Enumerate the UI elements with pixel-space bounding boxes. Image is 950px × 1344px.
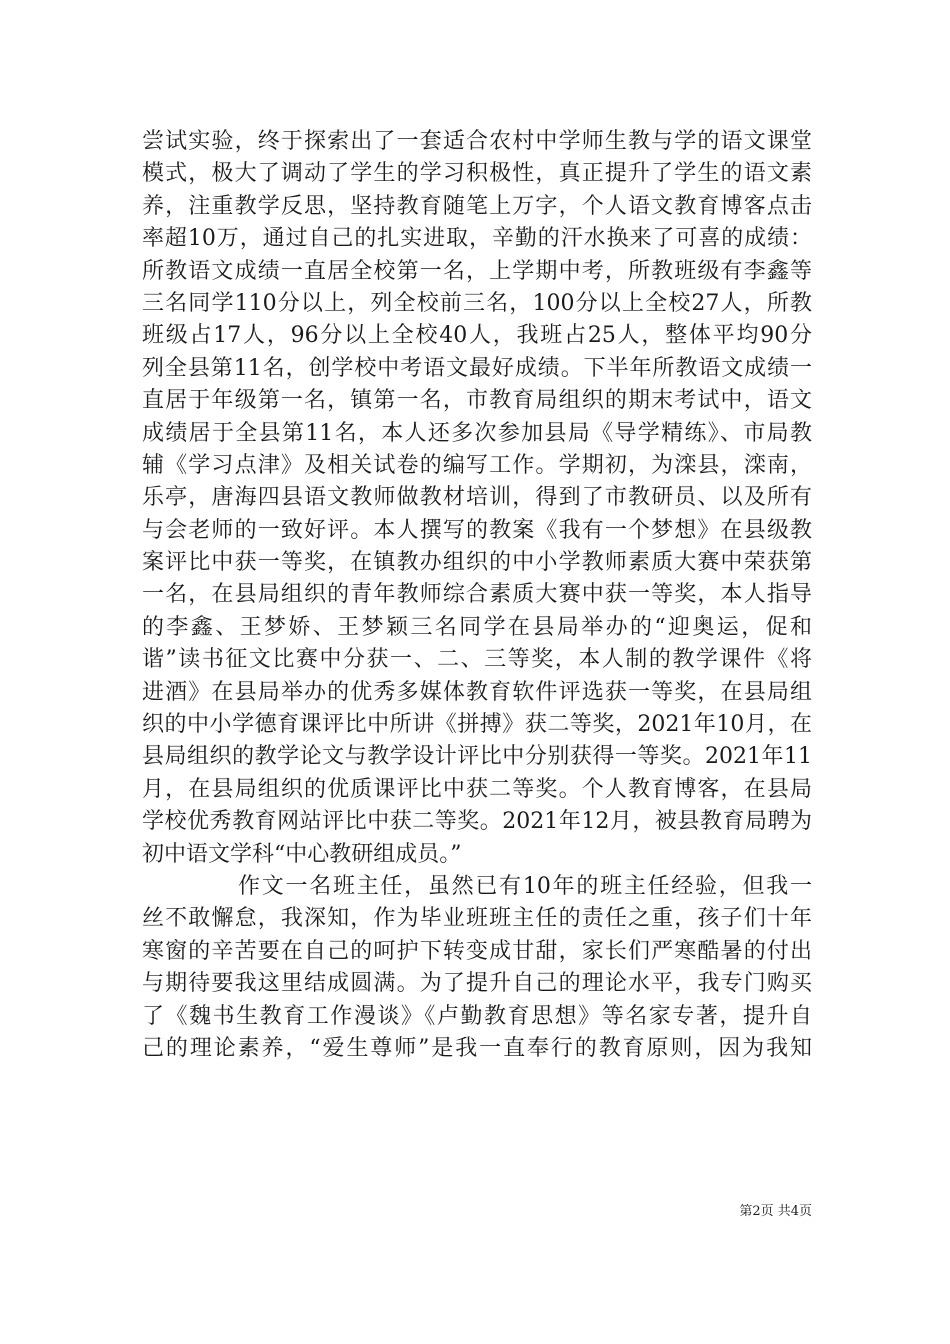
text-line: 了《魏书生教育工作漫谈》《卢勤教育思想》等名家专著，提升自 — [142, 1003, 812, 1029]
text-line: 与会老师的一致好评。本人撰写的教案《我有一个梦想》在县级教 — [142, 517, 812, 543]
text-line: 谐”读书征文比赛中分获一、二、三等奖，本人制的教学课件《将 — [142, 647, 812, 673]
text-line: 寒窗的辛苦要在自己的呵护下转变成甘甜，家长们严寒酷暑的付出 — [142, 938, 812, 964]
text-line: 的李鑫、王梦娇、王梦颖三名同学在县局举办的“迎奥运，促和 — [142, 614, 812, 640]
text-line: 己的理论素养，“爱生尊师”是我一直奉行的教育原则，因为我知 — [142, 1035, 812, 1061]
text-line: 初中语文学科“中心教研组成员。” — [142, 841, 462, 867]
text-line: 乐亭，唐海四县语文教师做教材培训，得到了市教研员、以及所有 — [142, 485, 812, 511]
text-line: 进酒》在县局举办的优秀多媒体教育软件评选获一等奖，在县局组 — [142, 679, 812, 705]
text-line: 所教语文成绩一直居全校第一名，上学期中考，所教班级有李鑫等 — [142, 258, 812, 284]
text-line: 丝不敢懈怠，我深知，作为毕业班班主任的责任之重，孩子们十年 — [142, 906, 812, 932]
text-line: 模式，极大了调动了学生的学习积极性，真正提升了学生的语文素 — [142, 161, 812, 187]
text-line: 月，在县局组织的优质课评比中获二等奖。个人教育博客，在县局 — [142, 776, 812, 802]
text-line: 列全县第11名，创学校中考语文最好成绩。下半年所教语文成绩一 — [142, 355, 812, 381]
paragraph-achievements — [142, 126, 812, 871]
text-line: 与期待要我这里结成圆满。为了提升自己的理论水平，我专门购买 — [142, 971, 812, 997]
text-line: 率超10万，通过自己的扎实进取，辛勤的汗水换来了可喜的成绩： — [142, 226, 812, 252]
text-line: 作文一名班主任，虽然已有10年的班主任经验，但我一 — [238, 873, 812, 899]
text-line: 县局组织的教学论文与教学设计评比中分别获得一等奖。2021年11 — [142, 744, 812, 770]
page-number: 第2页 共4页 — [739, 1204, 812, 1219]
text-line: 辅《学习点津》及相关试卷的编写工作。学期初，为滦县，滦南， — [142, 452, 812, 478]
text-line: 养，注重教学反思，坚持教育随笔上万字，个人语文教育博客点击 — [142, 193, 812, 219]
body-text — [142, 126, 812, 1065]
text-line: 案评比中获一等奖，在镇教办组织的中小学教师素质大赛中荣获第 — [142, 550, 812, 576]
text-line: 成绩居于全县第11名，本人还多次参加县局《导学精练》、市局教 — [142, 420, 812, 446]
text-line: 直居于年级第一名，镇第一名，市教育局组织的期末考试中，语文 — [142, 388, 812, 414]
text-line: 织的中小学德育课评比中所讲《拼搏》获二等奖，2021年10月，在 — [142, 712, 812, 738]
text-line: 三名同学110分以上，列全校前三名，100分以上全校27人，所教 — [142, 290, 812, 316]
text-line: 学校优秀教育网站评比中获二等奖。2021年12月，被县教育局聘为 — [142, 809, 813, 835]
text-line: 尝试实验，终于探索出了一套适合农村中学师生教与学的语文课堂 — [142, 129, 812, 154]
text-line: 一名，在县局组织的青年教师综合素质大赛中获一等奖，本人指导 — [142, 582, 812, 608]
text-line: 班级占17人，96分以上全校40人，我班占25人，整体平均90分 — [142, 323, 812, 349]
paragraph-class-teacher — [142, 871, 812, 1065]
